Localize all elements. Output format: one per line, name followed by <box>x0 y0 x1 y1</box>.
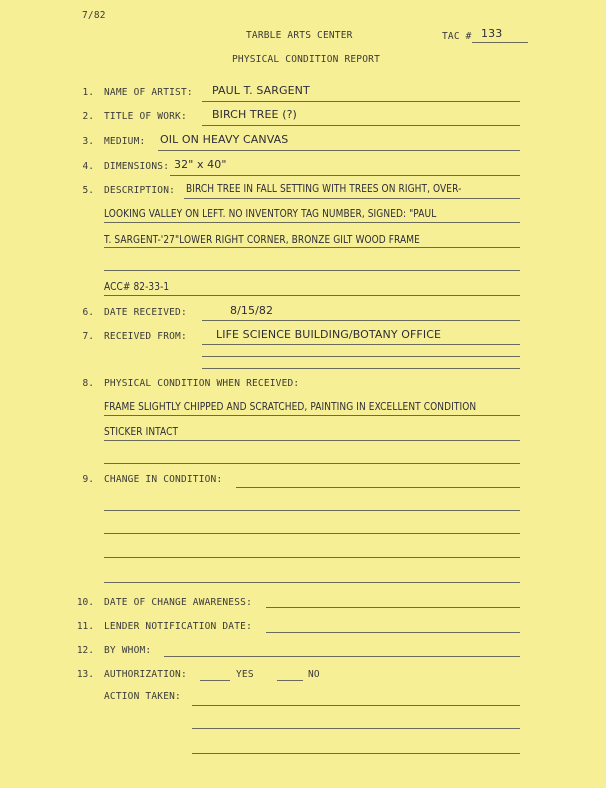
date-of-change-label: DATE OF CHANGE AWARENESS: <box>104 597 252 608</box>
received-from-label: RECEIVED FROM: <box>104 331 187 342</box>
description-line-2[interactable]: LOOKING VALLEY ON LEFT. NO INVENTORY TAG NUMBER, SIGNED: "PAUL <box>104 207 437 220</box>
action-taken-line <box>192 753 520 754</box>
field-number: 9. <box>82 474 94 485</box>
by-whom-label: BY WHOM: <box>104 645 152 656</box>
title-of-work-value[interactable]: BIRCH TREE (?) <box>212 108 297 121</box>
authorization-yes-label: YES <box>236 669 254 680</box>
accession-number[interactable]: ACC# 82-33-1 <box>104 280 170 293</box>
field-number: 12. <box>76 645 94 656</box>
description-line-3[interactable]: T. SARGENT-'27"LOWER RIGHT CORNER, BRONZE GILT WOOD FRAME <box>104 233 420 246</box>
authorization-label: AUTHORIZATION: <box>104 669 187 680</box>
description-label: DESCRIPTION: <box>104 185 176 196</box>
change-in-condition-line <box>104 557 520 558</box>
medium-value[interactable]: OIL ON HEAVY CANVAS <box>160 133 289 146</box>
field-number: 4. <box>82 161 94 172</box>
field-number: 1. <box>82 87 94 98</box>
form-code: 7/82 <box>82 10 106 21</box>
dimensions-line <box>170 175 520 176</box>
change-in-condition-label: CHANGE IN CONDITION: <box>104 474 223 485</box>
physical-condition-rule <box>104 440 520 441</box>
artist-value[interactable]: PAUL T. SARGENT <box>212 84 310 97</box>
field-number: 3. <box>82 136 94 147</box>
tac-number-line <box>472 42 528 43</box>
description-rule <box>104 222 520 223</box>
date-received-value[interactable]: 8/15/82 <box>230 304 274 317</box>
organization-name: TARBLE ARTS CENTER <box>246 30 353 41</box>
field-number: 11. <box>76 621 94 632</box>
description-rule <box>104 295 520 296</box>
physical-condition-line-1[interactable]: FRAME SLIGHTLY CHIPPED AND SCRATCHED, PAINTING IN EXCELLENT CONDITION <box>104 400 477 413</box>
dimensions-label: DIMENSIONS: <box>104 161 170 172</box>
authorization-no-blank[interactable] <box>277 680 303 681</box>
description-rule <box>104 270 520 271</box>
date-of-change-line <box>266 607 520 608</box>
artist-label: NAME OF ARTIST: <box>104 87 193 98</box>
authorization-yes-blank[interactable] <box>200 680 230 681</box>
change-in-condition-line <box>104 510 520 511</box>
description-rule <box>104 247 520 248</box>
tac-number: 133 <box>481 27 503 40</box>
received-from-value[interactable]: LIFE SCIENCE BUILDING/BOTANY OFFICE <box>216 328 442 341</box>
change-in-condition-line <box>236 487 520 488</box>
by-whom-line <box>164 656 520 657</box>
action-taken-line <box>192 728 520 729</box>
date-received-line <box>202 320 520 321</box>
field-number: 2. <box>82 111 94 122</box>
medium-label: MEDIUM: <box>104 136 146 147</box>
field-number: 10. <box>76 597 94 608</box>
lender-notification-label: LENDER NOTIFICATION DATE: <box>104 621 252 632</box>
field-number: 5. <box>82 185 94 196</box>
description-line-1[interactable]: BIRCH TREE IN FALL SETTING WITH TREES ON RIGHT, OVER- <box>186 182 462 195</box>
received-from-line <box>202 368 520 369</box>
date-received-label: DATE RECEIVED: <box>104 307 187 318</box>
artist-line <box>202 101 520 102</box>
field-number: 6. <box>82 307 94 318</box>
description-rule <box>184 198 520 199</box>
title-of-work-line <box>202 125 520 126</box>
form-title: PHYSICAL CONDITION REPORT <box>232 54 380 65</box>
tac-label: TAC # <box>442 31 472 42</box>
medium-line <box>158 150 520 151</box>
physical-condition-label: PHYSICAL CONDITION WHEN RECEIVED: <box>104 378 300 389</box>
lender-notification-line <box>266 632 520 633</box>
change-in-condition-line <box>104 533 520 534</box>
authorization-no-label: NO <box>308 669 320 680</box>
title-of-work-label: TITLE OF WORK: <box>104 111 187 122</box>
received-from-line <box>202 356 520 357</box>
action-taken-line <box>192 705 520 706</box>
physical-condition-line-2[interactable]: STICKER INTACT <box>104 425 179 438</box>
field-number: 13. <box>76 669 94 680</box>
received-from-line <box>202 344 520 345</box>
action-taken-label: ACTION TAKEN: <box>104 691 181 702</box>
physical-condition-rule <box>104 415 520 416</box>
dimensions-value[interactable]: 32" x 40" <box>174 158 227 171</box>
change-in-condition-line <box>104 582 520 583</box>
field-number: 7. <box>82 331 94 342</box>
physical-condition-rule <box>104 463 520 464</box>
field-number: 8. <box>82 378 94 389</box>
